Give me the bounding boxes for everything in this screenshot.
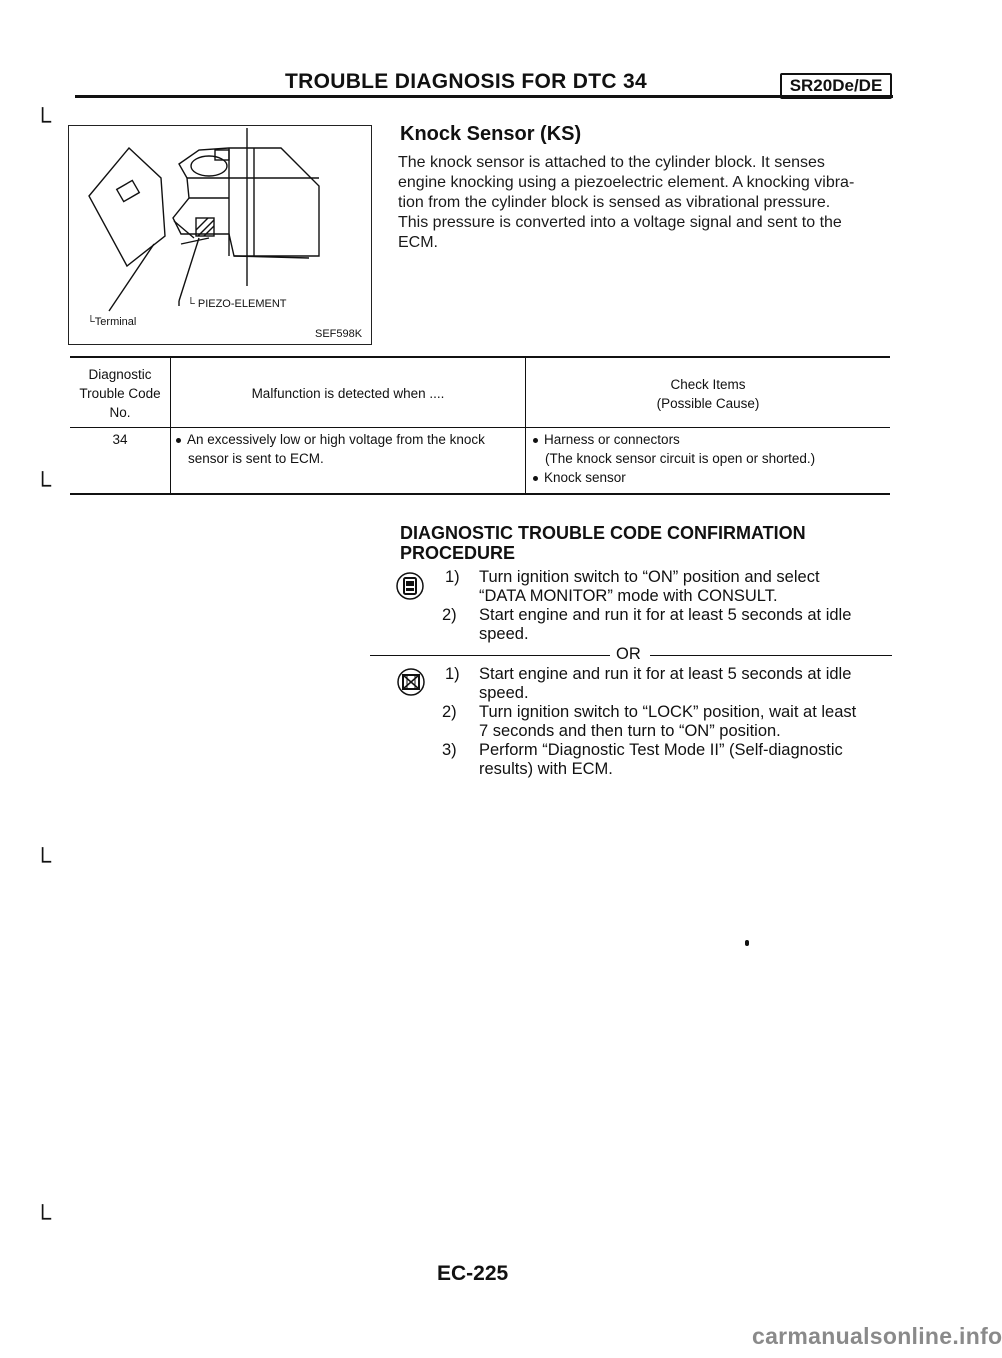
section-title: Knock Sensor (KS) <box>400 123 582 145</box>
scan-speck <box>745 940 749 946</box>
table-cell-check: Harness or connectors (The knock sensor circuit is open or shorted.) Knock sensor <box>533 430 889 487</box>
knock-sensor-figure <box>68 125 372 345</box>
procedure-step: Perform “Diagnostic Test Mode II” (Self-diagnostic results) with ECM. <box>479 741 843 778</box>
procedure-step: Turn ignition switch to “ON” position and select “DATA MONITOR” mode with CONSULT. <box>479 568 820 605</box>
procedure-title: DIAGNOSTIC TROUBLE CODE CONFIRMATION PROCEDURE <box>400 523 806 563</box>
binding-mark-icon: └ <box>34 848 52 875</box>
bullet-icon <box>176 438 181 443</box>
or-separator: OR <box>616 645 641 663</box>
table-col-divider <box>170 356 171 495</box>
page-number: EC-225 <box>437 1262 509 1285</box>
figure-label-piezo: └ PIEZO-ELEMENT <box>187 298 287 310</box>
section-description <box>398 153 893 253</box>
header-rule <box>75 95 893 98</box>
table-header-code: Diagnostic Trouble Code No. <box>79 367 161 420</box>
table-bottom-rule <box>70 493 890 495</box>
step-number: 3) <box>442 741 457 759</box>
description-line: tion from the cylinder block is sensed as vibrational pressure. <box>398 194 831 211</box>
table-header-check: Check Items (Possible Cause) <box>656 377 760 411</box>
model-badge: SR20De/DE <box>780 73 892 99</box>
procedure-step: Turn ignition switch to “LOCK” position, wait at least 7 seconds and then turn to “ON” position. <box>479 703 857 740</box>
procedure-step: Start engine and run it for at least 5 seconds at idle speed. <box>479 606 852 643</box>
or-rule-left <box>370 655 610 656</box>
binding-mark-icon: └ <box>34 1205 52 1232</box>
or-rule-right <box>650 655 892 656</box>
table-cell-malfunction: An excessively low or high voltage from the knock sensor is sent to ECM. <box>176 430 522 468</box>
table-header-rule <box>70 427 890 428</box>
procedure-step: Start engine and run it for at least 5 seconds at idle speed. <box>479 665 852 702</box>
binding-mark-icon: └ <box>34 108 52 135</box>
description-line: This pressure is converted into a voltage signal and sent to the <box>398 214 842 231</box>
description-line: The knock sensor is attached to the cylinder block. It senses <box>398 154 825 171</box>
table-cell-code: 34 <box>112 432 128 447</box>
figure-label-terminal: └Terminal <box>87 316 137 328</box>
description-line: ECM. <box>398 234 438 251</box>
page-title: TROUBLE DIAGNOSIS FOR DTC 34 <box>285 70 647 93</box>
figure-code: SEF598K <box>315 328 363 340</box>
watermark: carmanualsonline.info <box>752 1323 1002 1349</box>
step-number: 2) <box>442 703 457 721</box>
description-line: engine knocking using a piezoelectric element. A knocking vibra- <box>398 174 855 191</box>
bullet-icon <box>533 438 538 443</box>
step-number: 2) <box>442 606 457 624</box>
step-number: 1) <box>445 665 460 683</box>
bullet-icon <box>533 476 538 481</box>
step-number: 1) <box>445 568 460 586</box>
table-header-malfunction: Malfunction is detected when .... <box>251 386 445 401</box>
ecm-icon <box>395 666 427 703</box>
table-top-rule <box>70 356 890 358</box>
binding-mark-icon: └ <box>34 472 52 499</box>
knock-sensor-drawing <box>69 126 371 344</box>
consult-icon <box>395 570 425 607</box>
